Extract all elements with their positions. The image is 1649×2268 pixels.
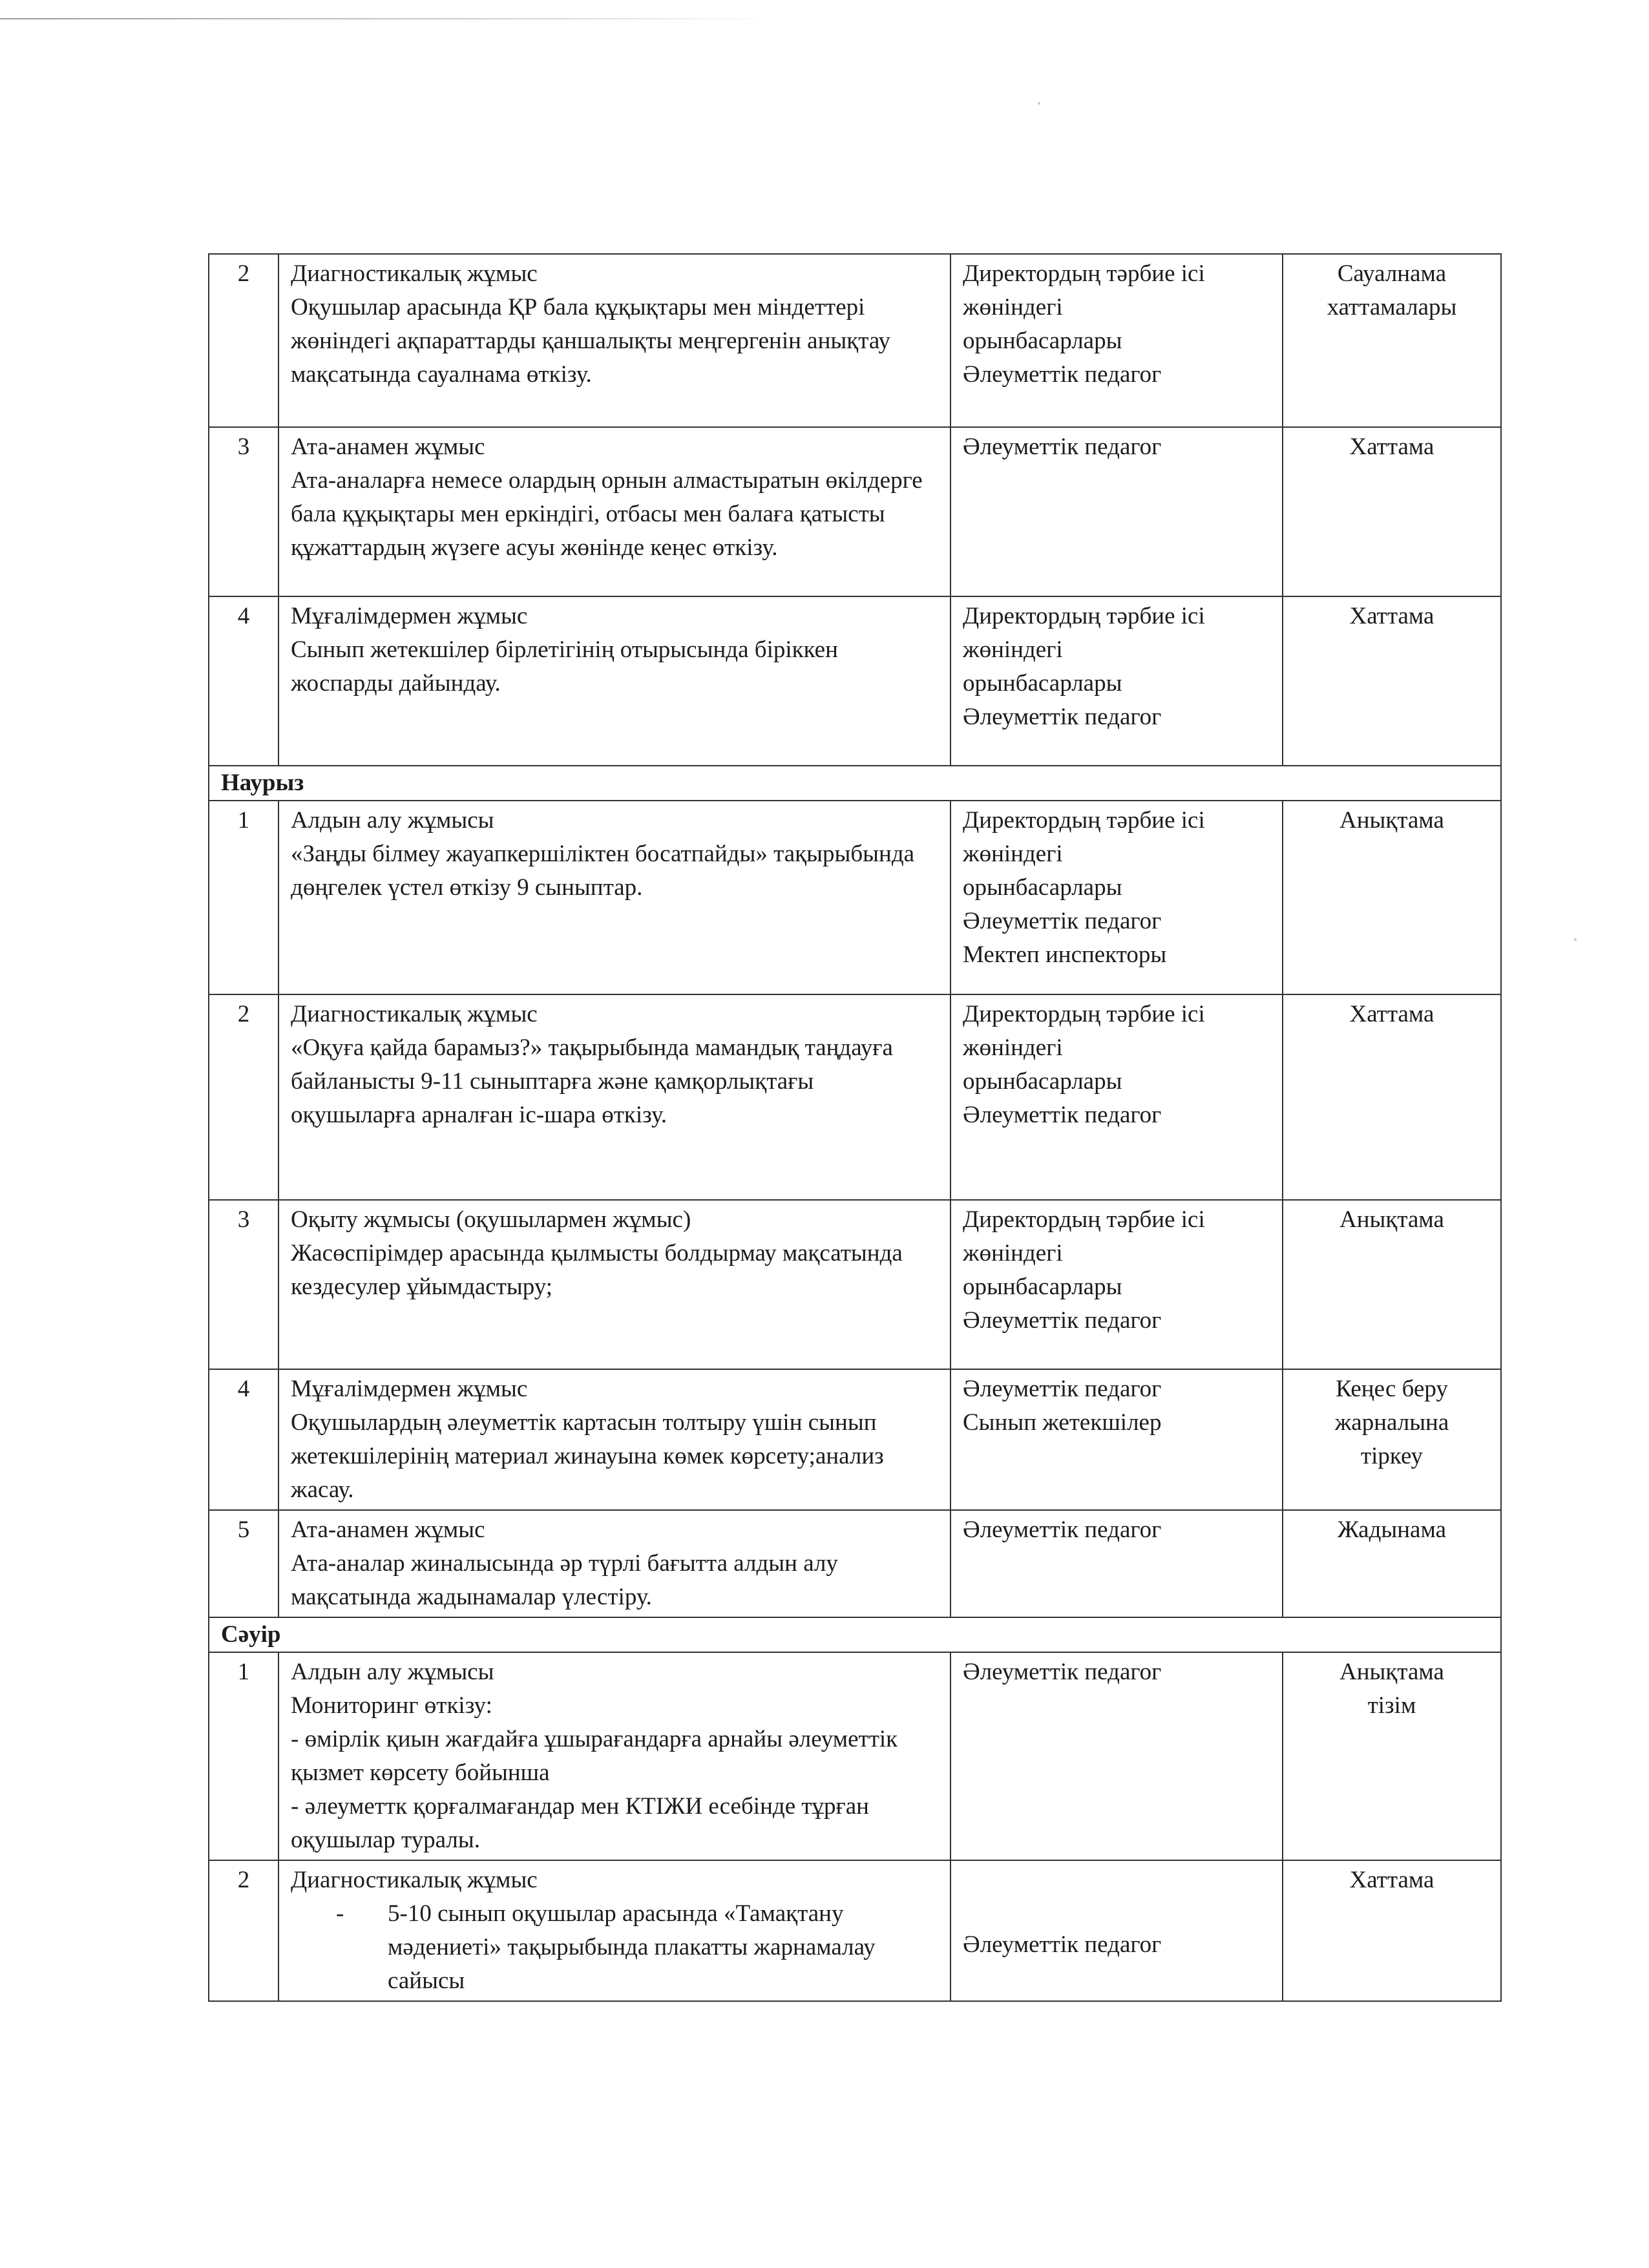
work-cell bbox=[278, 801, 951, 994]
responsible-line: орынбасарлары bbox=[963, 670, 1122, 697]
result-line: Анықтама bbox=[1339, 807, 1444, 834]
bullet-text: 5-10 сынып оқушылар арасында «Тамақтану мәдениеті» тақырыбында плакатты жарнамалау сайысы bbox=[388, 1900, 876, 1994]
responsible-cell bbox=[951, 1369, 1283, 1510]
work-description: - өмірлік қиын жағдайға ұшырағандарға арнайы әлеуметтік қызмет көрсету бойынша bbox=[291, 1726, 898, 1786]
work-description: Оқушылардың әлеуметтік картасын толтыру үшін сынып жетекшілерінің материал жинауына көмек көрсету;анализ жасау. bbox=[291, 1409, 884, 1503]
table-row bbox=[209, 596, 1501, 766]
result-line: Анықтама bbox=[1339, 1206, 1444, 1233]
row-number: 1 bbox=[209, 1652, 278, 1860]
row-number: 1 bbox=[209, 801, 278, 994]
result-line: Хаттама bbox=[1349, 603, 1434, 629]
work-type: Алдын алу жұмысы bbox=[291, 807, 494, 834]
result-cell bbox=[1283, 427, 1501, 596]
result-cell bbox=[1283, 1510, 1501, 1617]
responsible-line: Әлеуметтік педагог bbox=[963, 1517, 1162, 1543]
month-title: Сәуір bbox=[209, 1617, 1501, 1652]
responsible-line: орынбасарлары bbox=[963, 328, 1122, 354]
result-line: тіркеу bbox=[1360, 1443, 1423, 1469]
work-type: Диагностикалық жұмыс bbox=[291, 1001, 538, 1027]
result-line: Жадынама bbox=[1337, 1517, 1447, 1543]
result-cell bbox=[1283, 801, 1501, 994]
work-description: Ата-аналар жиналысында әр түрлі бағытта алдын алу мақсатында жадынамалар үлестіру. bbox=[291, 1550, 838, 1610]
work-cell bbox=[278, 1652, 951, 1860]
month-title: Наурыз bbox=[209, 766, 1501, 801]
table-row bbox=[209, 1510, 1501, 1617]
responsible-cell bbox=[951, 596, 1283, 766]
work-cell bbox=[278, 994, 951, 1200]
responsible-line: Директордың тәрбие ісі жөніндегі bbox=[963, 603, 1205, 663]
result-line: жарналына bbox=[1334, 1409, 1449, 1436]
responsible-cell bbox=[951, 1510, 1283, 1617]
cell-spacer bbox=[963, 1864, 1270, 1928]
work-plan-table bbox=[208, 253, 1502, 2002]
responsible-line: Әлеуметтік педагог bbox=[963, 434, 1162, 460]
table-row bbox=[209, 254, 1501, 427]
responsible-line: Әлеуметтік педагог bbox=[963, 908, 1162, 934]
month-header-row bbox=[209, 766, 1501, 801]
work-type: Алдын алу жұмысы bbox=[291, 1659, 494, 1685]
dash-bullet-icon: - bbox=[336, 1900, 344, 1927]
result-line: Хаттама bbox=[1349, 434, 1434, 460]
work-description: Мониторинг өткізу: bbox=[291, 1692, 492, 1719]
scan-speck bbox=[1038, 102, 1040, 105]
responsible-line: Директордың тәрбие ісі жөніндегі bbox=[963, 260, 1205, 320]
responsible-line: Сынып жетекшілер bbox=[963, 1409, 1162, 1436]
work-type: Мұғалімдермен жұмыс bbox=[291, 1376, 528, 1402]
table-row bbox=[209, 1369, 1501, 1510]
result-cell bbox=[1283, 1860, 1501, 2001]
result-line: Анықтама bbox=[1339, 1659, 1444, 1685]
scan-edge-line bbox=[0, 18, 775, 19]
scan-speck bbox=[1574, 938, 1577, 941]
responsible-line: Директордың тәрбие ісі жөніндегі bbox=[963, 1001, 1205, 1061]
responsible-cell bbox=[951, 1652, 1283, 1860]
work-type: Оқыту жұмысы (оқушылармен жұмыс) bbox=[291, 1206, 691, 1233]
result-line: Кеңес беру bbox=[1336, 1376, 1448, 1402]
responsible-line: орынбасарлары bbox=[963, 874, 1122, 901]
result-line: тізім bbox=[1367, 1692, 1416, 1719]
table-row bbox=[209, 427, 1501, 596]
responsible-line: Мектеп инспекторы bbox=[963, 941, 1167, 968]
table-row bbox=[209, 1860, 1501, 2001]
work-cell bbox=[278, 427, 951, 596]
row-number: 4 bbox=[209, 596, 278, 766]
responsible-cell bbox=[951, 994, 1283, 1200]
table-row bbox=[209, 1652, 1501, 1860]
responsible-line: Әлеуметтік педагог bbox=[963, 1307, 1162, 1334]
result-cell bbox=[1283, 1369, 1501, 1510]
row-number: 3 bbox=[209, 1200, 278, 1369]
table-row bbox=[209, 801, 1501, 994]
responsible-line: орынбасарлары bbox=[963, 1274, 1122, 1300]
result-line: Сауалнама хаттамалары bbox=[1327, 260, 1457, 320]
work-description: «Оқуға қайда барамыз?» тақырыбында мамандық таңдауға байланысты 9-11 сыныптарға және қамқорлықтағы оқушыларға арналған іс-шара өткізу. bbox=[291, 1034, 893, 1128]
responsible-line: Директордың тәрбие ісі жөніндегі bbox=[963, 807, 1205, 867]
row-number: 3 bbox=[209, 427, 278, 596]
work-description: «Заңды білмеу жауапкершіліктен босатпайды» тақырыбында дөңгелек үстел өткізу 9 сыныптар. bbox=[291, 841, 915, 901]
result-cell bbox=[1283, 254, 1501, 427]
work-cell bbox=[278, 1510, 951, 1617]
responsible-line: Әлеуметтік педагог bbox=[963, 1102, 1162, 1128]
row-number: 4 bbox=[209, 1369, 278, 1510]
row-number: 2 bbox=[209, 1860, 278, 2001]
work-type: Ата-анамен жұмыс bbox=[291, 434, 485, 460]
responsible-line: Әлеуметтік педагог bbox=[963, 704, 1162, 730]
work-cell bbox=[278, 1200, 951, 1369]
result-cell bbox=[1283, 1652, 1501, 1860]
work-cell bbox=[278, 254, 951, 427]
work-type: Диагностикалық жұмыс bbox=[291, 260, 538, 287]
responsible-line: Әлеуметтік педагог bbox=[963, 1931, 1162, 1958]
work-cell bbox=[278, 1860, 951, 2001]
row-number: 5 bbox=[209, 1510, 278, 1617]
work-description: - әлеуметтк қорғалмағандар мен КТІЖИ есебінде тұрған оқушылар туралы. bbox=[291, 1793, 869, 1853]
table-row bbox=[209, 994, 1501, 1200]
responsible-line: Директордың тәрбие ісі жөніндегі bbox=[963, 1206, 1205, 1266]
row-number: 2 bbox=[209, 254, 278, 427]
row-number: 2 bbox=[209, 994, 278, 1200]
month-header-row bbox=[209, 1617, 1501, 1652]
responsible-cell bbox=[951, 254, 1283, 427]
responsible-line: Әлеуметтік педагог bbox=[963, 1376, 1162, 1402]
responsible-cell bbox=[951, 1860, 1283, 2001]
table-row bbox=[209, 1200, 1501, 1369]
work-type: Ата-анамен жұмыс bbox=[291, 1517, 485, 1543]
work-cell bbox=[278, 1369, 951, 1510]
result-cell bbox=[1283, 994, 1501, 1200]
responsible-line: орынбасарлары bbox=[963, 1068, 1122, 1095]
result-cell bbox=[1283, 596, 1501, 766]
responsible-line: Әлеуметтік педагог bbox=[963, 1659, 1162, 1685]
work-type: Диагностикалық жұмыс bbox=[291, 1867, 538, 1893]
result-line: Хаттама bbox=[1349, 1001, 1434, 1027]
work-description: Сынып жетекшілер бірлетігінің отырысында біріккен жоспарды дайындау. bbox=[291, 636, 838, 697]
work-type: Мұғалімдермен жұмыс bbox=[291, 603, 528, 629]
work-description: Жасөспірімдер арасында қылмысты болдырмау мақсатында кездесулер ұйымдастыру; bbox=[291, 1240, 903, 1300]
bullet-item bbox=[291, 1897, 938, 1998]
result-line: Хаттама bbox=[1349, 1867, 1434, 1893]
responsible-cell bbox=[951, 427, 1283, 596]
responsible-cell bbox=[951, 801, 1283, 994]
result-cell bbox=[1283, 1200, 1501, 1369]
work-cell bbox=[278, 596, 951, 766]
work-description: Оқушылар арасында ҚР бала құқықтары мен міндеттері жөніндегі ақпараттарды қаншалықты меңгергенін анықтау мақсатында сауалнама өткізу. bbox=[291, 294, 890, 388]
responsible-line: Әлеуметтік педагог bbox=[963, 361, 1162, 388]
responsible-cell bbox=[951, 1200, 1283, 1369]
work-description: Ата-аналарға немесе олардың орнын алмастыратын өкілдерге бала құқықтары мен еркіндігі, отбасы мен балаға қатысты құжаттардың жүзеге асуы жөнінде кеңес өткізу. bbox=[291, 467, 923, 561]
